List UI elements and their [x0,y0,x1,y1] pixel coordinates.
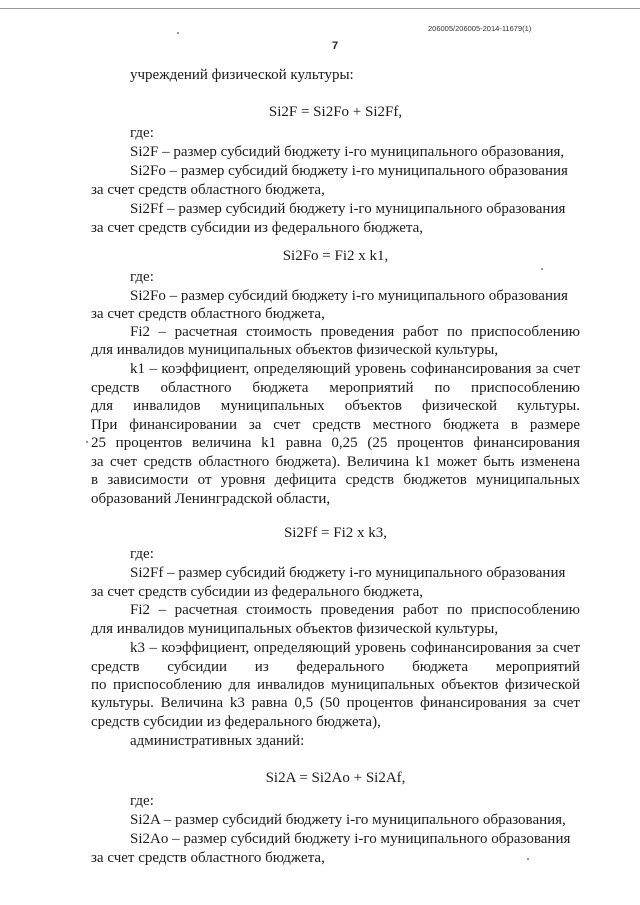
text-line: для инвалидов муниципальных объектов физической культуры, [91,621,499,637]
text-line: за счет средств субсидии из федерального бюджета, [91,584,424,600]
text-line: за счет средств областного бюджета, [91,182,325,198]
text-line: Fi2 – расчетная стоимость проведения работ по приспособлению [130,324,580,340]
formula: Si2Ff = Fi2 x k3, [283,525,388,541]
text-line: административных зданий: [130,733,305,749]
text-line: Si2Ff – размер субсидий бюджету i-го муниципального образования [130,565,566,581]
formula: Si2A = Si2Ao + Si2Af, [265,770,406,786]
text-line: за счет средств областного бюджета, [91,850,325,866]
text-line: Si2Fo – размер субсидий бюджету i-го муниципального образования [130,163,568,179]
text-line: где: [130,546,154,562]
text-line: Fi2 – расчетная стоимость проведения работ по приспособлению [130,602,580,618]
text-line: Si2Fo – размер субсидий бюджету i-го муниципального образования [130,288,568,304]
text-line: где: [130,125,154,141]
text-line: за счет средств субсидии из федерального бюджета, [91,220,424,236]
text-line: для инвалидов муниципальных объектов физической культуры. [91,398,580,414]
page-top-border [0,8,640,9]
text-line: за счет средств областного бюджета). Величина k1 может быть изменена [91,454,580,470]
scan-speck [86,441,88,443]
text-line: Si2F – размер субсидий бюджету i-го муниципального образования, [130,144,565,160]
text-line: образований Ленинградской области, [91,491,331,507]
text-line: средств областного бюджета мероприятий по приспособлению [91,380,580,396]
page-number: 7 [331,40,339,52]
text-line: где: [130,269,154,285]
formula: Si2F = Si2Fo + Si2Ff, [268,104,403,120]
text-line: в зависимости от уровня дефицита средств бюджетов муниципальных [91,472,580,488]
text-line: средств субсидии из федерального бюджета), [91,714,381,730]
formula: Si2Fo = Fi2 x k1, [282,248,389,264]
text-line: учреждений физической культуры: [130,67,354,83]
text-line: для инвалидов муниципальных объектов физической культуры, [91,342,499,358]
text-line: где: [130,793,154,809]
text-line: по приспособлению для инвалидов муниципальных объектов физической [91,677,580,693]
text-line: 25 процентов величина k1 равна 0,25 (25 процентов финансирования [91,435,580,451]
text-line: за счет средств областного бюджета, [91,306,325,322]
text-line: Si2A – размер субсидий бюджету i-го муниципального образования, [130,812,566,828]
text-line: При финансировании за счет средств местного бюджета в размере [91,417,580,433]
text-line: Si2Ao – размер субсидий бюджету i-го муниципального образования [130,831,571,847]
text-line: Si2Ff – размер субсидий бюджету i-го муниципального образования [130,201,566,217]
text-line: средств субсидии из федерального бюджета мероприятий [91,659,580,675]
text-line: культуры. Величина k3 равна 0,5 (50 процентов финансирования за счет [91,695,580,711]
text-line: k1 – коэффициент, определяющий уровень софинансирования за счет [130,361,580,377]
scan-speck [177,32,179,34]
text-line: k3 – коэффициент, определяющий уровень софинансирования за счет [130,640,580,656]
document-id: 206005/206005-2014-11679(1) [428,24,532,33]
